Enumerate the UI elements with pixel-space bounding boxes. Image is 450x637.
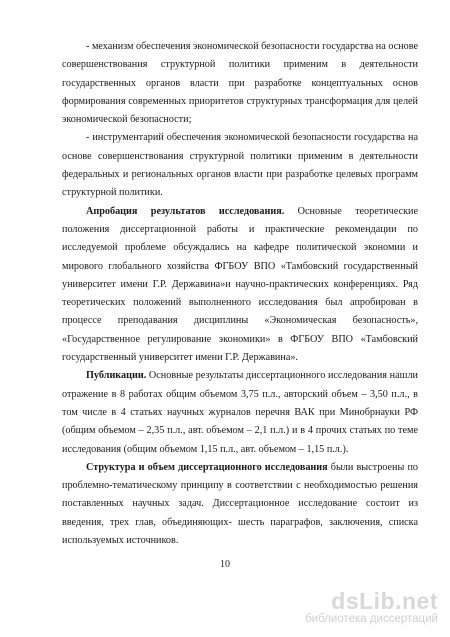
dslib-watermark[interactable] [298,589,438,629]
paragraph-lead: Публикации. [86,370,147,382]
paragraph-body: - механизм обеспечения экономической безопасности государства на основе совершенствования структурной политики применим в деятельности государственных органов власти при разработке концептуальных основ формирования современных приоритетов структурных трансформация для целей экономической безопасности; [62,41,418,126]
watermark-logo: dsLib.net [331,588,438,614]
body-text [62,38,418,550]
paragraph-body: были выстроены по проблемно-тематическому принципу в соответствии с необходимостью решения поставленных научных задач. Диссертационное исследование состоит из введения, трех глав, объединяющих- шесть параграфов, заключения, списка используемых источников. [62,461,418,547]
paragraph-structure [62,459,418,550]
paragraph-body: - инструментарий обеспечения экономической безопасности государства на основе совершенствования структурной политики применим в деятельности федеральных и региональных органов власти при разработке целевых программ структурной политики. [62,132,418,199]
paragraph-approbation [62,203,418,368]
page-number: 10 [220,559,230,570]
paragraph-lead: Апробация результатов исследования. [86,205,285,217]
paragraph-body: Основные результаты диссертационного исследования нашли отражение в 8 работах общим объемом 3,75 п.л., авторский объем – 3,50 п.л., в том числе в 4 статьях научных журналов перечня ВАК при Минобрнауки РФ (общим объемом – 2,35 п.л., авт. объемом – 2,1 п.л.) и в 4 прочих статьях по теме исследования (общим объемом 1,15 п.л., авт. объемом – 1,15 п.л.). [62,370,418,455]
paragraph-lead: Структура и объем диссертационного исследования [86,461,328,473]
paragraph-toolkit [62,129,418,202]
paragraph-publications [62,367,418,458]
watermark-subtitle: библиотека диссертаций [305,613,438,625]
paragraph-mechanism [62,38,418,129]
paragraph-body: Основные теоретические положения диссертационной работы и практические рекомендации по исследуемой проблеме обсуждались на кафедре политической экономии и мирового глобального хозяйства ФГБОУ ВПО «Тамбовский государственный университет имени Г.Р. Державина»и научно-практических конференциях. Ряд теоретических положений выполненного исследования был апробирован в процессе преподавания дисциплины «Экономическая безопасность», «Государственное регулирование экономики» в ФГБОУ ВПО «Тамбовский государственный университет имени Г.Р. Державина». [62,205,419,364]
